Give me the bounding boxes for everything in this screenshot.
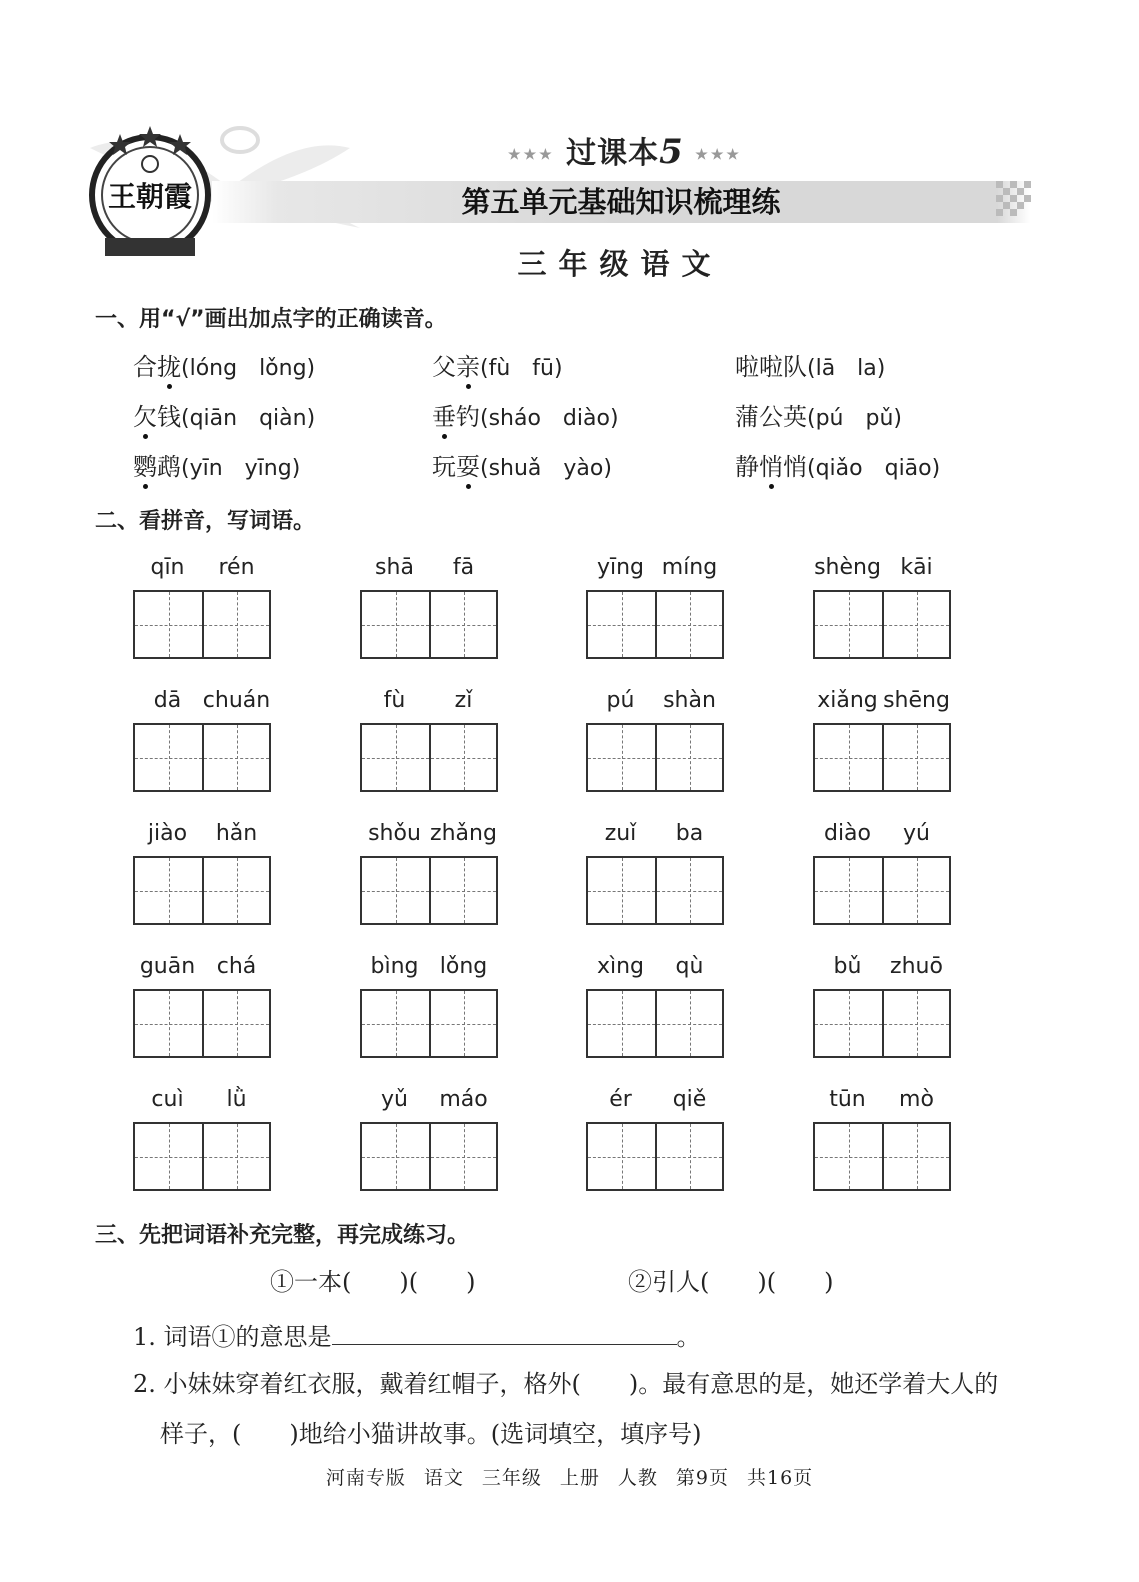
writing-cell[interactable] <box>655 725 722 790</box>
pinyin-label: mò <box>899 1087 934 1112</box>
pinyin-options[interactable]: (shuǎ yào) <box>480 456 612 481</box>
writing-grid[interactable] <box>586 590 724 659</box>
footer-item: 语文 <box>423 1467 464 1489</box>
pinyin-label: tūn <box>829 1087 866 1112</box>
footer-item: 共16页 <box>746 1467 814 1489</box>
writing-cell[interactable] <box>655 858 722 923</box>
writing-cell[interactable] <box>815 858 882 923</box>
page-subtitle: 三年级语文 <box>517 247 723 281</box>
series-number: 5 <box>659 132 684 172</box>
writing-cell[interactable] <box>429 858 496 923</box>
writing-grid[interactable] <box>133 989 271 1058</box>
pinyin-label: qù <box>675 954 704 979</box>
writing-cell[interactable] <box>588 592 655 657</box>
footer-item: 第9页 <box>675 1467 729 1489</box>
writing-grid[interactable] <box>360 590 498 659</box>
pinyin-label: zǐ <box>454 688 473 713</box>
pinyin-label: dā <box>153 688 182 713</box>
writing-cell[interactable] <box>655 592 722 657</box>
pinyin-label: shǒu <box>368 821 421 846</box>
writing-grid[interactable] <box>813 723 951 792</box>
writing-cell[interactable] <box>815 1124 882 1189</box>
pinyin-options[interactable]: (yīn yīng) <box>181 456 301 481</box>
writing-grid[interactable] <box>586 856 724 925</box>
pinyin-options[interactable]: (fù fū) <box>480 356 563 381</box>
brand-logo <box>80 120 220 260</box>
footer-item: 人教 <box>617 1467 658 1489</box>
writing-cell[interactable] <box>362 858 429 923</box>
writing-cell[interactable] <box>815 592 882 657</box>
logo-text: 王朝霞 <box>107 180 193 213</box>
part2-heading: 二、看拼音，写词语。 <box>95 509 316 534</box>
pinyin-label: qīn <box>150 555 185 580</box>
pinyin-options[interactable]: (qiǎo qiāo) <box>807 456 941 481</box>
writing-cell[interactable] <box>135 592 202 657</box>
pinyin-label: shēng <box>883 688 950 713</box>
reading-item: 鹦鹉(yīn yīng) <box>133 453 301 481</box>
reading-item: 蒲公英(pú pǔ) <box>735 403 902 431</box>
writing-cell[interactable] <box>202 592 269 657</box>
reading-item: 合拢(lóng lǒng) <box>133 353 316 381</box>
writing-cell[interactable] <box>429 725 496 790</box>
reading-item: 垂钓(sháo diào) <box>432 403 619 431</box>
pinyin-label: yú <box>903 821 930 846</box>
writing-cell[interactable] <box>362 592 429 657</box>
reading-item: 静悄悄(qiǎo qiāo) <box>735 453 941 481</box>
pinyin-options[interactable]: (lóng lǒng) <box>181 356 316 381</box>
pinyin-label: máo <box>439 1087 488 1112</box>
pinyin-options[interactable]: (lā la) <box>807 356 886 381</box>
pinyin-label: chá <box>216 954 257 979</box>
writing-grid[interactable] <box>586 1122 724 1191</box>
pinyin-label: zhuō <box>890 954 943 979</box>
pinyin-label: xìng <box>596 954 645 979</box>
pinyin-label: fā <box>452 555 475 580</box>
writing-cell[interactable] <box>135 991 202 1056</box>
question-2-line-1: 2. 小妹妹穿着红衣服，戴着红帽子，格外( )。最有意思的是，她还学着大人的 <box>133 1370 999 1398</box>
stars-right-icon: ★★★ <box>695 147 742 163</box>
pinyin-label: cuì <box>151 1087 184 1112</box>
writing-grid[interactable] <box>360 723 498 792</box>
stars-left-icon: ★★★ <box>508 147 555 163</box>
writing-cell[interactable] <box>202 725 269 790</box>
pinyin-label: yīng <box>596 555 645 580</box>
pinyin-label: yǔ <box>381 1087 408 1112</box>
question-1: 1. 词语①的意思是 。 <box>133 1316 701 1352</box>
footer-item: 河南专版 <box>325 1467 406 1489</box>
writing-cell[interactable] <box>815 991 882 1056</box>
writing-grid[interactable] <box>813 856 951 925</box>
pinyin-label: diào <box>823 821 872 846</box>
writing-cell[interactable] <box>429 1124 496 1189</box>
pinyin-label: lǒng <box>439 954 488 979</box>
writing-grid[interactable] <box>133 590 271 659</box>
writing-cell[interactable] <box>588 1124 655 1189</box>
pinyin-label: fù <box>383 688 406 713</box>
reading-item: 玩耍(shuǎ yào) <box>432 453 612 481</box>
pinyin-label: bǔ <box>833 954 862 979</box>
pinyin-label: jiào <box>147 821 188 846</box>
footer-item: 三年级 <box>481 1467 542 1489</box>
part3-heading: 三、先把词语补充完整，再完成练习。 <box>95 1223 470 1248</box>
pinyin-label: bìng <box>370 954 419 979</box>
writing-cell[interactable] <box>882 592 949 657</box>
pinyin-label: hǎn <box>215 821 258 846</box>
answer-line[interactable] <box>332 1316 677 1345</box>
part1-heading: 一、用“√”画出加点字的正确读音。 <box>95 307 447 332</box>
writing-cell[interactable] <box>882 858 949 923</box>
writing-cell[interactable] <box>815 725 882 790</box>
writing-cell[interactable] <box>882 991 949 1056</box>
pinyin-label: zuǐ <box>604 821 637 846</box>
pinyin-label: zhǎng <box>430 821 497 846</box>
writing-cell[interactable] <box>588 858 655 923</box>
writing-grid[interactable] <box>133 723 271 792</box>
writing-cell[interactable] <box>202 991 269 1056</box>
series-label: ★★★ 过课本5 ★★★ <box>508 132 742 172</box>
idiom-item-2: ②引人( )( ) <box>628 1268 834 1296</box>
writing-grid[interactable] <box>813 989 951 1058</box>
writing-grid[interactable] <box>813 1122 951 1191</box>
writing-grid[interactable] <box>360 989 498 1058</box>
pinyin-options[interactable]: (qiān qiàn) <box>181 406 316 431</box>
page-footer <box>0 1463 1139 1490</box>
writing-grid[interactable] <box>586 989 724 1058</box>
writing-cell[interactable] <box>882 725 949 790</box>
writing-cell[interactable] <box>362 991 429 1056</box>
writing-cell[interactable] <box>655 1124 722 1189</box>
pinyin-label: ba <box>675 821 704 846</box>
writing-cell[interactable] <box>429 592 496 657</box>
reading-item: 欠钱(qiān qiàn) <box>133 403 316 431</box>
pinyin-label: qiě <box>672 1087 707 1112</box>
pinyin-label: shàn <box>663 688 716 713</box>
pinyin-label: míng <box>661 555 718 580</box>
footer-item: 上册 <box>559 1467 600 1489</box>
writing-cell[interactable] <box>135 1124 202 1189</box>
writing-cell[interactable] <box>588 725 655 790</box>
writing-cell[interactable] <box>588 991 655 1056</box>
writing-cell[interactable] <box>655 991 722 1056</box>
reading-item: 啦啦队(lā la) <box>735 353 886 381</box>
reading-item: 父亲(fù fū) <box>432 353 563 381</box>
pinyin-options[interactable]: (pú pǔ) <box>807 406 902 431</box>
pinyin-label: rén <box>218 555 255 580</box>
idiom-item-1: ①一本( )( ) <box>270 1268 476 1296</box>
pinyin-label: guān <box>139 954 196 979</box>
writing-grid[interactable] <box>813 590 951 659</box>
pinyin-label: pú <box>606 688 635 713</box>
writing-cell[interactable] <box>202 1124 269 1189</box>
pinyin-label: ér <box>609 1087 632 1112</box>
writing-cell[interactable] <box>429 991 496 1056</box>
question-2-line-2: 样子，( )地给小猫讲故事。(选词填空，填序号) <box>160 1420 702 1448</box>
pinyin-label: lǜ <box>226 1087 247 1112</box>
page-title: 第五单元基础知识梳理练 <box>461 185 781 219</box>
writing-grid[interactable] <box>133 856 271 925</box>
pinyin-options[interactable]: (sháo diào) <box>480 406 619 431</box>
writing-cell[interactable] <box>135 725 202 790</box>
pinyin-label: chuán <box>202 688 271 713</box>
writing-grid[interactable] <box>360 1122 498 1191</box>
pinyin-label: shā <box>375 555 414 580</box>
writing-cell[interactable] <box>362 1124 429 1189</box>
writing-cell[interactable] <box>135 858 202 923</box>
writing-grid[interactable] <box>360 856 498 925</box>
pinyin-label: kāi <box>900 555 933 580</box>
writing-cell[interactable] <box>362 725 429 790</box>
pinyin-label: xiǎng <box>817 688 878 713</box>
writing-cell[interactable] <box>882 1124 949 1189</box>
writing-grid[interactable] <box>133 1122 271 1191</box>
writing-grid[interactable] <box>586 723 724 792</box>
writing-cell[interactable] <box>202 858 269 923</box>
pinyin-label: shèng <box>814 555 881 580</box>
